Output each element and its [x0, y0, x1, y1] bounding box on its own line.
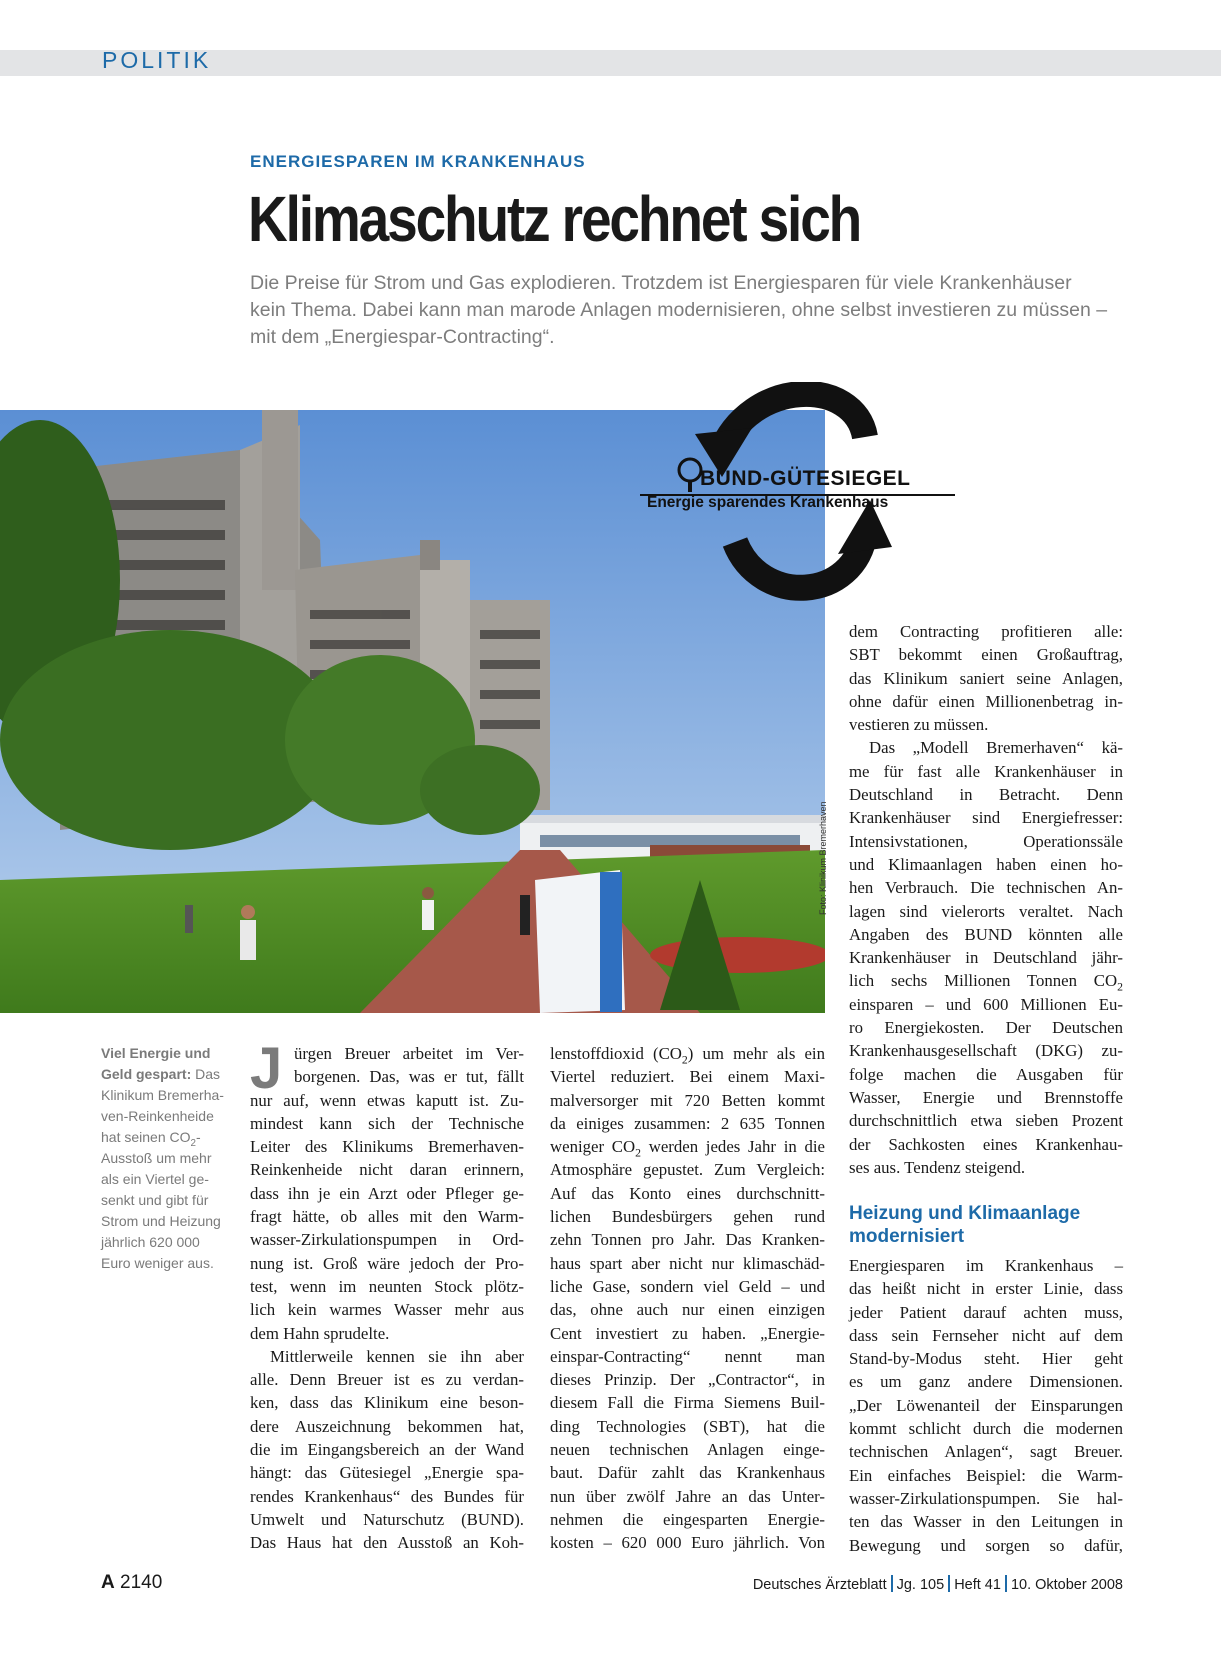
journal-volume: Jg. 105 [896, 1577, 945, 1593]
text-line: Atmosphäre gepustet. Zum Vergleich: [550, 1160, 825, 1180]
seal-subtitle: Energie sparendes Krankenhaus [647, 494, 889, 511]
text-segment: werden jedes Jahr in die [640, 1137, 825, 1157]
text-line: „Der Löwenanteil der Einsparungen [849, 1395, 1123, 1415]
text-line: dem Contracting profitieren alle: [849, 622, 1123, 641]
text-line: Das Haus hat den Ausstoß an Koh- [250, 1533, 524, 1553]
text-line: malversorger mit 720 Betten kommt [550, 1090, 825, 1110]
text-line: Viertel reduziert. Bei einem Maxi- [550, 1067, 825, 1087]
text-line: kosten – 620 000 Euro jährlich. Von [550, 1533, 825, 1553]
text-line: Energiesparen im Krankenhaus – [849, 1256, 1123, 1275]
text-line: Cent investiert zu haben. „Energie- [550, 1323, 825, 1343]
journal-issue: Heft 41 [954, 1577, 1001, 1593]
text-line: Bewegung und sorgen so dafür, [849, 1535, 1123, 1555]
text-segment: lich sechs Millionen Tonnen CO [849, 971, 1118, 991]
text-line: nung ist. Groß wäre jedoch der Pro- [250, 1253, 524, 1273]
text-line: ten das Wasser in den Leitungen in [849, 1512, 1123, 1532]
text-line: Leiter des Klinikums Bremerhaven- [250, 1137, 524, 1157]
text-line: dass sein Fernseher nicht auf dem [849, 1325, 1123, 1345]
text-line: SBT bekommt einen Großauftrag, [849, 645, 1123, 665]
text-line: Krankenhäuser in Deutschland jähr- [849, 948, 1123, 968]
text-line: die im Eingangsbereich an der Wand [250, 1440, 524, 1460]
separator [948, 1575, 950, 1592]
text-segment: lenstoffdioxid (CO [550, 1044, 682, 1063]
text-line: einspar-Contracting“ nennt man [550, 1346, 825, 1366]
article-subhead: Die Preise für Strom und Gas explodieren. Trotzdem ist Energiesparen für viele Krankenhäuser kein Thema. Dabei kann man marode Anlagen modernisieren, ohne selbst investieren zu müssen – mit dem „Energiespar-Contracting“. [250, 272, 1108, 348]
text-line: der Sachkosten eines Krankenhau- [849, 1134, 1123, 1154]
text-line: dere Auszeichnung bekommen hat, [250, 1416, 524, 1436]
text-line [550, 1135, 825, 1158]
text-line: neuen technischen Anlagen einge- [550, 1440, 825, 1460]
text-line: Das „Modell Bremerhaven“ kä- [869, 738, 1123, 758]
text-line: fragt hätte, ob alles mit den Warm- [250, 1207, 524, 1227]
text-line: hen Verbrauch. Die technischen An- [849, 878, 1123, 898]
text-segment: ) um mehr als ein [687, 1044, 825, 1063]
text-line: da einiges zusammen: 2 635 Tonnen [550, 1113, 825, 1133]
caption-line: jährlich 620 000 [101, 1234, 200, 1250]
caption-line: Ausstoß um mehr [101, 1150, 212, 1166]
text-line: dieses Prinzip. Der „Contractor“, in [550, 1370, 825, 1390]
text-line: nur auf, wenn etwas kaputt ist. Zu- [250, 1090, 524, 1110]
text-line: Angaben des BUND könnten alle [849, 924, 1123, 944]
text-line: vestieren zu müssen. [849, 715, 989, 735]
caption-line: ven-Reinkenheide [101, 1108, 214, 1124]
text-line: diesem Fall die Firma Siemens Buil- [550, 1393, 825, 1413]
text-line: ding Technologies (SBT), hat die [550, 1416, 825, 1436]
caption-line: Klinikum Bremerha- [101, 1087, 224, 1103]
article-column-2 [550, 1042, 825, 1555]
co2-subscript: 2 [190, 1137, 196, 1149]
text-line: hängt: das Gütesiegel „Energie spa- [250, 1463, 524, 1483]
article-column-1 [250, 1036, 524, 1555]
text-line: technischen Anlagen“, sagt Breuer. [849, 1442, 1123, 1462]
text-line: nehmen die eingesparten Energie- [550, 1509, 825, 1529]
text-line: ken, dass das Klinikum eine beson- [250, 1393, 524, 1413]
separator [1005, 1575, 1007, 1592]
text-line: das heißt nicht in erster Linie, dass [849, 1279, 1123, 1299]
co2-subscript: 2 [681, 1053, 688, 1067]
text-line: wasser-Zirkulationspumpen. Sie hal- [849, 1488, 1123, 1508]
article-subheading [849, 1202, 1129, 1248]
page-number [101, 1572, 162, 1594]
text-line: und Klimaanlagen haben einen ho- [849, 854, 1123, 874]
separator [891, 1575, 893, 1592]
text-line: rendes Krankenhaus“ des Bundes für [250, 1486, 524, 1506]
text-line: einsparen – und 600 Millionen Eu- [849, 994, 1123, 1014]
caption-line: Strom und Heizung [101, 1213, 221, 1229]
text-line: alle. Denn Breuer ist es zu verdan- [250, 1370, 524, 1390]
text-line: folge machen die Ausgaben für [849, 1064, 1123, 1084]
subheading-line: Heizung und Klimaanlage [849, 1203, 1081, 1224]
text-line: liche Gase, sondern viel Geld – und [550, 1276, 825, 1296]
journal-name: Deutsches Ärzteblatt [752, 1577, 887, 1593]
text-line: wasser-Zirkulationspumpen in Ord- [250, 1230, 524, 1250]
photo-credit: Foto: Klinikum Bremerhaven [818, 801, 828, 915]
text-line: ohne dafür einen Millionenbetrag in- [849, 691, 1123, 711]
photo-caption [101, 1043, 226, 1274]
caption-text: - [195, 1129, 201, 1145]
text-line: ürgen Breuer arbeitet im Ver- [294, 1044, 524, 1063]
text-line: lich kein warmes Wasser mehr aus [250, 1300, 524, 1320]
text-line [550, 1042, 825, 1065]
subheading-line: modernisiert [849, 1226, 965, 1247]
text-line: mindest kann sich der Technische [250, 1113, 524, 1133]
text-line: baut. Dafür zahlt das Krankenhaus [550, 1463, 825, 1483]
text-line: zehn Tonnen pro Jahr. Das Kranken- [550, 1230, 825, 1250]
text-line: nun über zwölf Jahre an das Unter- [550, 1486, 825, 1506]
caption-lead: Geld gespart: [101, 1066, 192, 1082]
page-number-value: 2140 [120, 1572, 163, 1593]
text-line: Krankenhausgesellschaft (DKG) zu- [849, 1041, 1123, 1061]
page-prefix: A [101, 1572, 115, 1593]
text-line: jeder Patient darauf achten muss, [849, 1302, 1123, 1322]
text-line: Deutschland in Betracht. Denn [849, 785, 1123, 805]
text-line: dass ihn je ein Arzt oder Pfleger ge- [250, 1183, 524, 1203]
text-line: ses aus. Tendenz steigend. [849, 1157, 1026, 1177]
caption-line: als ein Viertel ge- [101, 1171, 209, 1187]
text-line: Krankenhäuser sind Energiefresser: [849, 808, 1123, 828]
caption-text: Das [195, 1066, 221, 1082]
text-line: dem Hahn sprudelte. [250, 1323, 390, 1343]
text-line: Mittlerweile kennen sie ihn aber [270, 1346, 524, 1366]
text-line: lichen Bundesbürgers gehen rund [550, 1207, 825, 1227]
seal-title: BUND-GÜTESIEGEL [700, 467, 911, 490]
text-line: test, wenn im neunten Stock plötz- [250, 1276, 524, 1296]
co2-subscript: 2 [1117, 980, 1123, 994]
text-line: kommt schlicht durch die modernen [849, 1419, 1123, 1439]
caption-line: senkt und gibt für [101, 1192, 209, 1208]
bund-seal [640, 382, 970, 602]
text-line: Wasser, Energie und Brennstoffe [849, 1087, 1123, 1107]
drop-cap: J [250, 1036, 283, 1101]
text-line: Umwelt und Naturschutz (BUND). [250, 1509, 524, 1529]
article-column-3 [849, 620, 1123, 1179]
text-line: durchschnittlich etwa sieben Prozent [849, 1111, 1123, 1131]
article-headline: Klimaschutz rechnet sich [248, 183, 861, 255]
article-kicker: ENERGIESPAREN IM KRANKENHAUS [250, 152, 586, 171]
text-line: ro Energiekosten. Der Deutschen [849, 1018, 1123, 1038]
text-line: haus spart aber nicht nur klimaschäd- [550, 1253, 825, 1273]
co2-subscript: 2 [635, 1146, 641, 1160]
text-line: lagen sind vielerorts veraltet. Nach [849, 901, 1123, 921]
text-segment: weniger CO [550, 1137, 636, 1157]
journal-date: 10. Oktober 2008 [1010, 1577, 1123, 1593]
text-line: Intensivstationen, Operationssäle [849, 831, 1123, 851]
caption-line: hat seinen CO [101, 1129, 191, 1145]
text-line: es um ganz andere Dimensionen. [849, 1372, 1123, 1392]
article-column-3-continued [849, 1254, 1123, 1557]
journal-reference [753, 1575, 1123, 1593]
text-line: Auf das Konto eines durchschnitt- [550, 1183, 825, 1203]
text-line: Reinkenheide nicht daran erinnern, [250, 1160, 524, 1180]
text-line: das Klinikum saniert seine Anlagen, [849, 668, 1123, 688]
section-label: POLITIK [102, 47, 212, 73]
caption-line: Euro weniger aus. [101, 1255, 214, 1271]
text-line: borgenen. Das, was er tut, fällt [294, 1067, 524, 1087]
text-line [849, 969, 1123, 992]
text-line: me für fast alle Krankenhäuser in [849, 761, 1123, 781]
text-line: Stand-by-Modus steht. Hier geht [849, 1349, 1123, 1369]
text-line: das, ohne auch nur einen einzigen [550, 1300, 825, 1320]
caption-lead: Viel Energie und [101, 1045, 211, 1061]
text-line: Ein einfaches Beispiel: die Warm- [849, 1465, 1123, 1485]
